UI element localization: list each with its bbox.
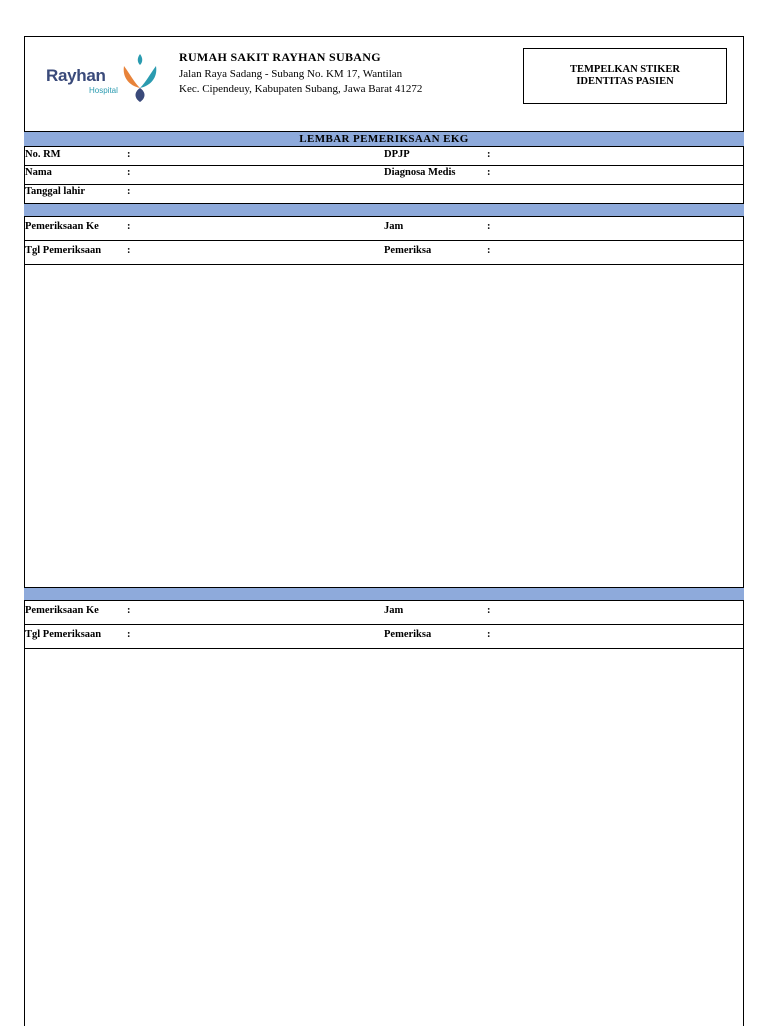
label-tgl-pemeriksaan: Tgl Pemeriksaan xyxy=(25,629,102,640)
row-pemeriksaan-ke-1 xyxy=(24,217,744,241)
colon: : xyxy=(127,167,131,178)
row-tgl-pemeriksaan-1 xyxy=(24,241,744,265)
header xyxy=(24,36,744,131)
label-dpjp: DPJP xyxy=(384,149,410,160)
label-pemeriksa: Pemeriksa xyxy=(384,629,432,640)
label-no-rm: No. RM xyxy=(25,149,61,160)
hospital-address-line2: Kec. Cipendeuy, Kabupaten Subang, Jawa Barat 41272 xyxy=(179,83,423,95)
ekg-area-1 xyxy=(24,265,744,587)
ekg-area-2 xyxy=(24,649,744,971)
form-title-band xyxy=(24,131,744,147)
hospital-name: RUMAH SAKIT RAYHAN SUBANG xyxy=(179,50,381,64)
colon: : xyxy=(487,605,491,616)
section-band-1 xyxy=(24,203,744,217)
sticker-line1: TEMPELKAN STIKER xyxy=(570,64,680,75)
hospital-info xyxy=(179,50,422,95)
colon: : xyxy=(127,186,131,197)
label-nama: Nama xyxy=(25,167,52,178)
label-tanggal-lahir: Tanggal lahir xyxy=(25,186,86,197)
colon: : xyxy=(127,149,131,160)
row-no-rm xyxy=(24,147,744,166)
colon: : xyxy=(487,629,491,640)
section-band-2 xyxy=(24,587,744,601)
hospital-address-line1: Jalan Raya Sadang - Subang No. KM 17, Wantilan xyxy=(179,68,403,80)
label-pemeriksaan-ke: Pemeriksaan Ke xyxy=(25,221,99,232)
sticker-box xyxy=(523,48,727,104)
row-nama xyxy=(24,166,744,185)
colon: : xyxy=(487,167,491,178)
label-tgl-pemeriksaan: Tgl Pemeriksaan xyxy=(25,245,102,256)
label-diagnosa: Diagnosa Medis xyxy=(384,167,456,178)
logo-name: Rayhan xyxy=(46,66,106,85)
form-title: LEMBAR PEMERIKSAAN EKG xyxy=(299,133,469,145)
colon: : xyxy=(127,221,131,232)
colon: : xyxy=(487,149,491,160)
row-tgl-pemeriksaan-2 xyxy=(24,625,744,649)
colon: : xyxy=(127,605,131,616)
logo-mark-icon xyxy=(120,52,160,104)
hospital-logo xyxy=(46,52,166,108)
logo-sub: Hospital xyxy=(89,86,118,95)
label-jam: Jam xyxy=(384,605,404,616)
row-pemeriksaan-ke-2 xyxy=(24,601,744,625)
label-jam: Jam xyxy=(384,221,404,232)
colon: : xyxy=(487,221,491,232)
row-tanggal-lahir xyxy=(24,185,744,204)
colon: : xyxy=(127,245,131,256)
colon: : xyxy=(127,629,131,640)
sticker-line2: IDENTITAS PASIEN xyxy=(576,76,674,87)
colon: : xyxy=(487,245,491,256)
label-pemeriksaan-ke: Pemeriksaan Ke xyxy=(25,605,99,616)
label-pemeriksa: Pemeriksa xyxy=(384,245,432,256)
